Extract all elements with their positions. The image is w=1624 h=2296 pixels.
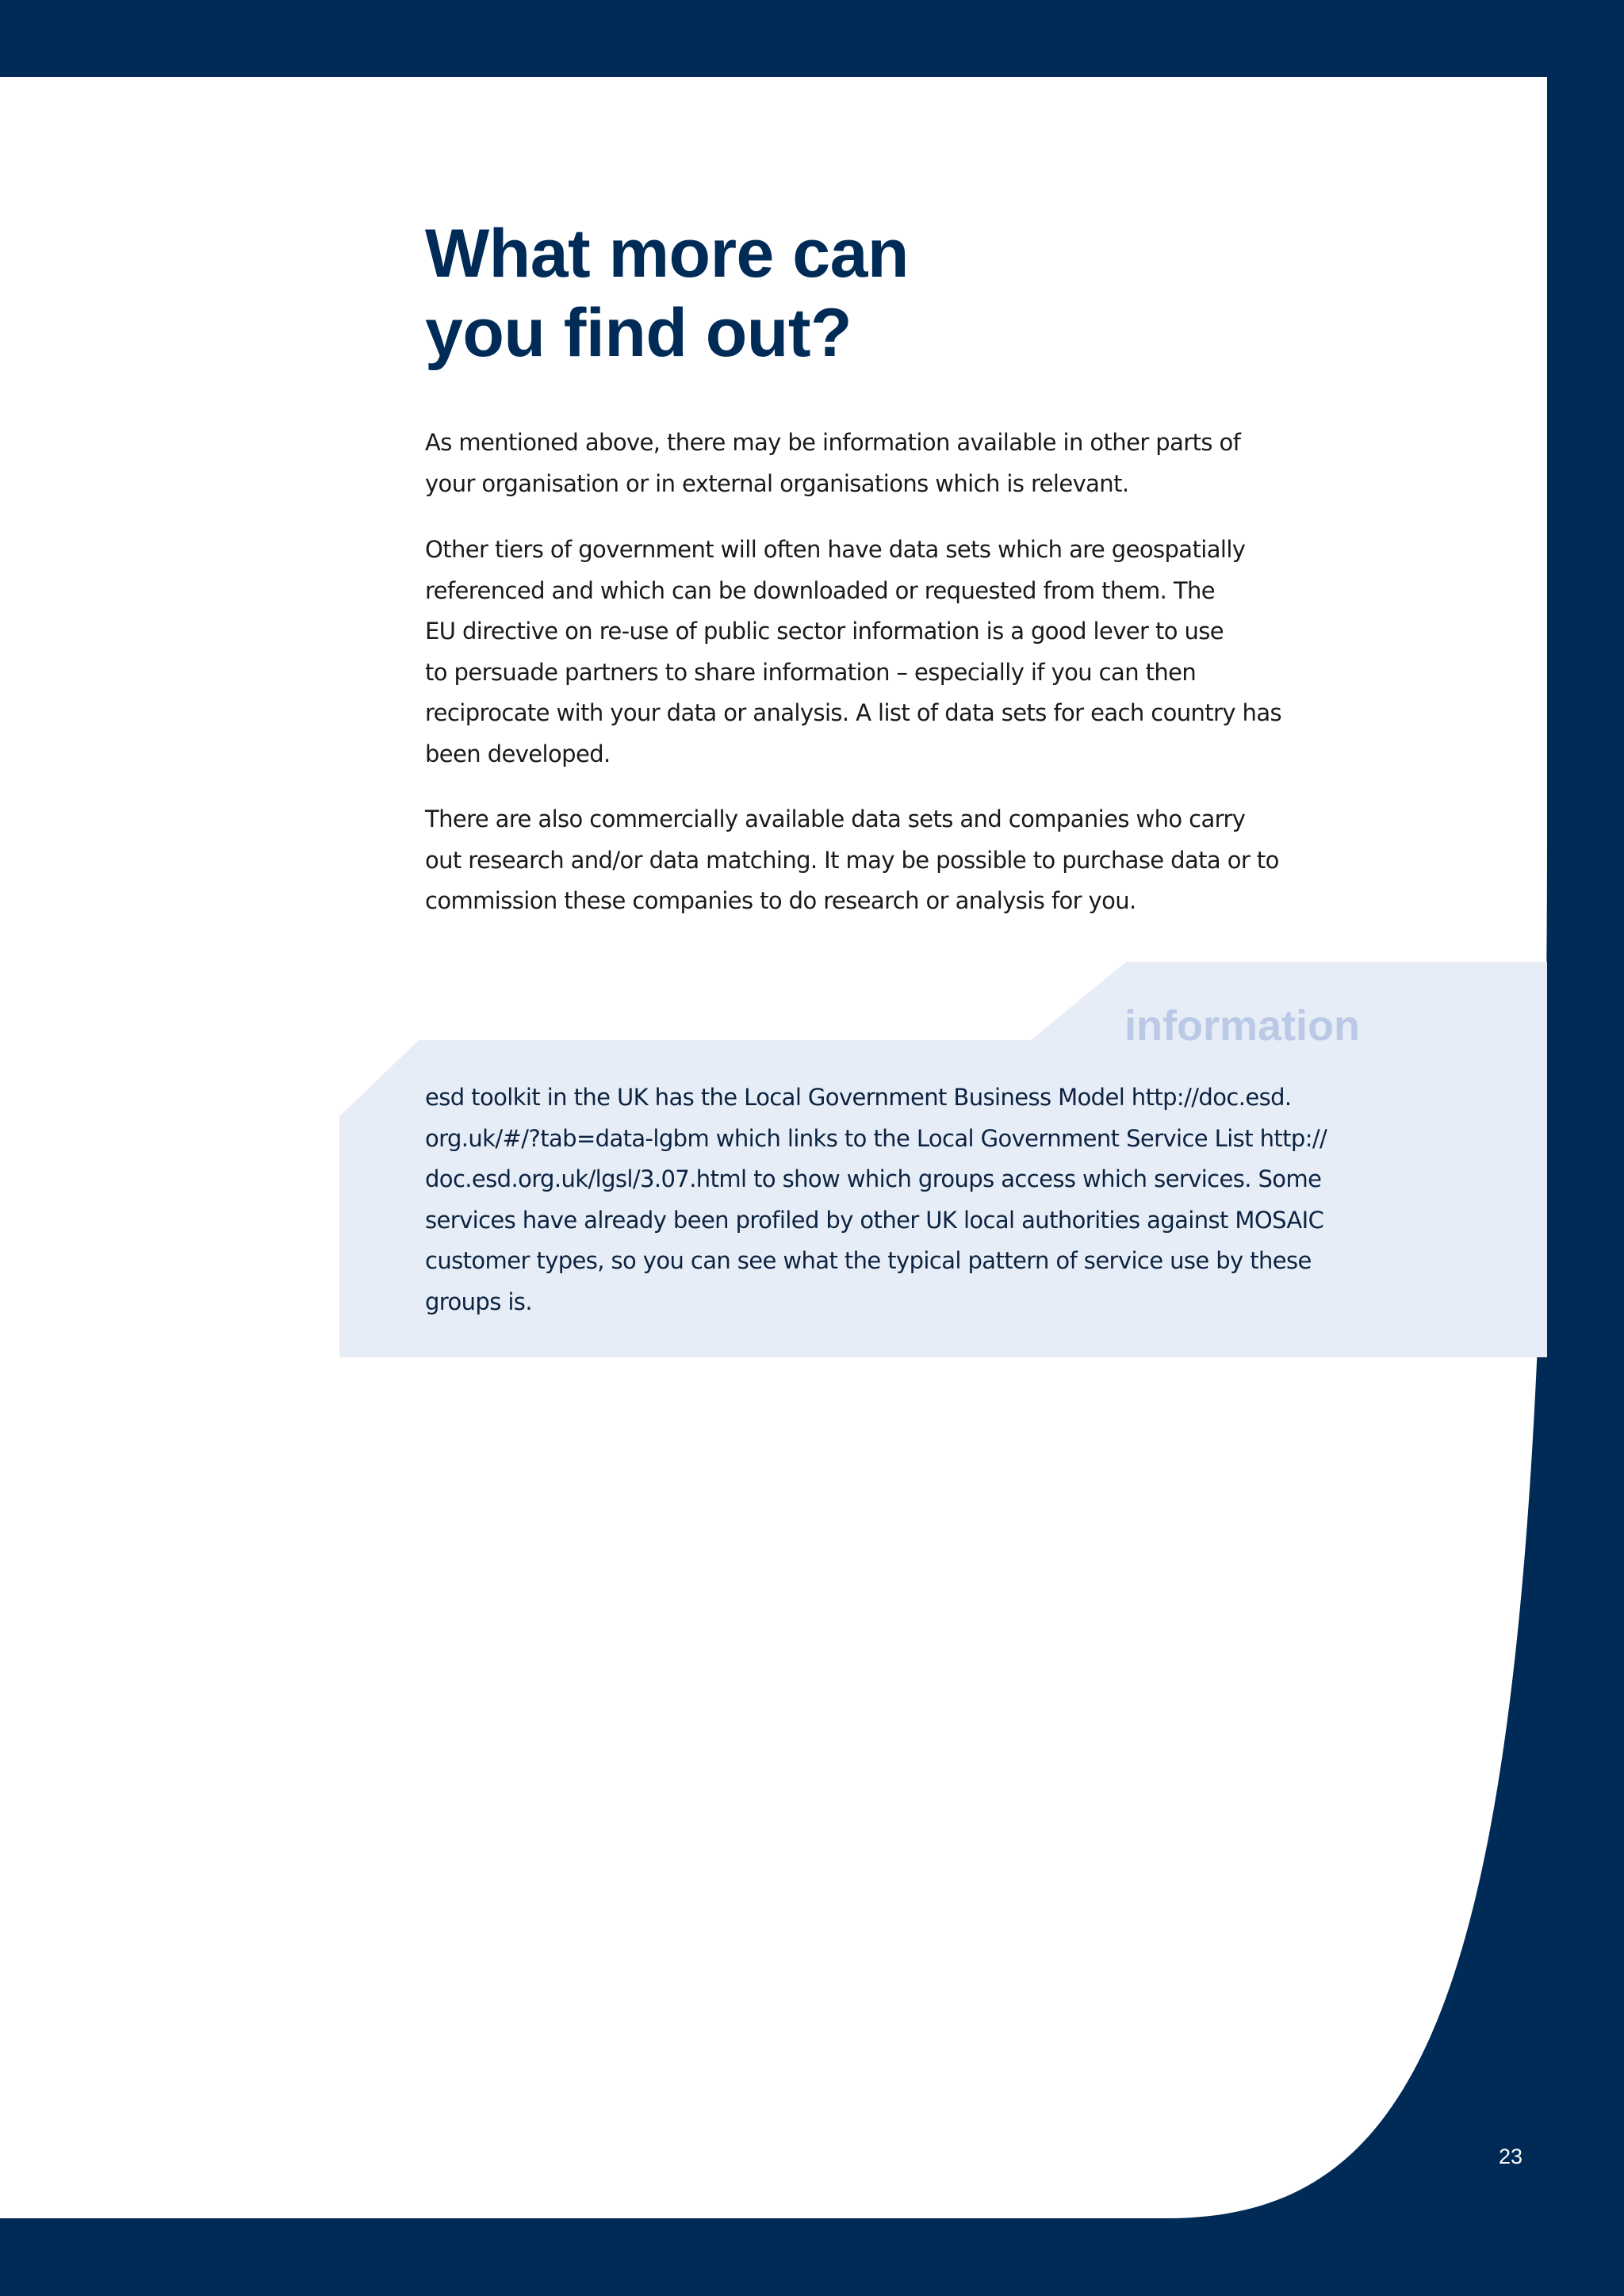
info-box-text xyxy=(425,1077,1361,1323)
info-line: services have already been profiled by other UK local authorities against MOSAIC xyxy=(425,1206,1324,1234)
paragraph-line: to persuade partners to share information – especially if you can then xyxy=(425,658,1197,686)
paragraph-line: reciprocate with your data or analysis. A list of data sets for each country has xyxy=(425,699,1282,727)
paragraph-government-data-sets xyxy=(425,530,1313,775)
info-line: esd toolkit in the UK has the Local Government Business Model http://doc.esd. xyxy=(425,1084,1292,1111)
paragraph-line: commission these companies to do research or analysis for you. xyxy=(425,887,1136,915)
info-box-label: information xyxy=(1124,1002,1360,1050)
paragraph-commercial-data-sets xyxy=(425,799,1313,922)
paragraph-external-information xyxy=(425,423,1313,504)
page-title xyxy=(425,214,980,373)
paragraph-line: been developed. xyxy=(425,740,611,767)
paragraph-line: As mentioned above, there may be information available in other parts of xyxy=(425,429,1241,456)
paragraph-line: EU directive on re-use of public sector information is a good lever to use xyxy=(425,618,1224,645)
paragraph-line: There are also commercially available data sets and companies who carry xyxy=(425,806,1246,832)
page-title-line-1: What more can xyxy=(425,216,909,292)
paragraph-line: referenced and which can be downloaded or requested from them. The xyxy=(425,576,1215,604)
page-number: 23 xyxy=(1498,2145,1522,2168)
info-line: org.uk/#/?tab=data-lgbm which links to the Local Government Service List http:// xyxy=(425,1124,1327,1152)
paragraph-line: your organisation or in external organisations which is relevant. xyxy=(425,469,1129,497)
info-line: groups is. xyxy=(425,1288,532,1315)
page-title-line-2: you find out? xyxy=(425,295,852,371)
info-line: doc.esd.org.uk/lgsl/3.07.html to show which groups access which services. Some xyxy=(425,1165,1322,1193)
paragraph-line: Other tiers of government will often have data sets which are geospatially xyxy=(425,536,1246,563)
paragraph-line: out research and/or data matching. It may be possible to purchase data or to xyxy=(425,846,1279,874)
info-line: customer types, so you can see what the typical pattern of service use by these xyxy=(425,1247,1312,1275)
